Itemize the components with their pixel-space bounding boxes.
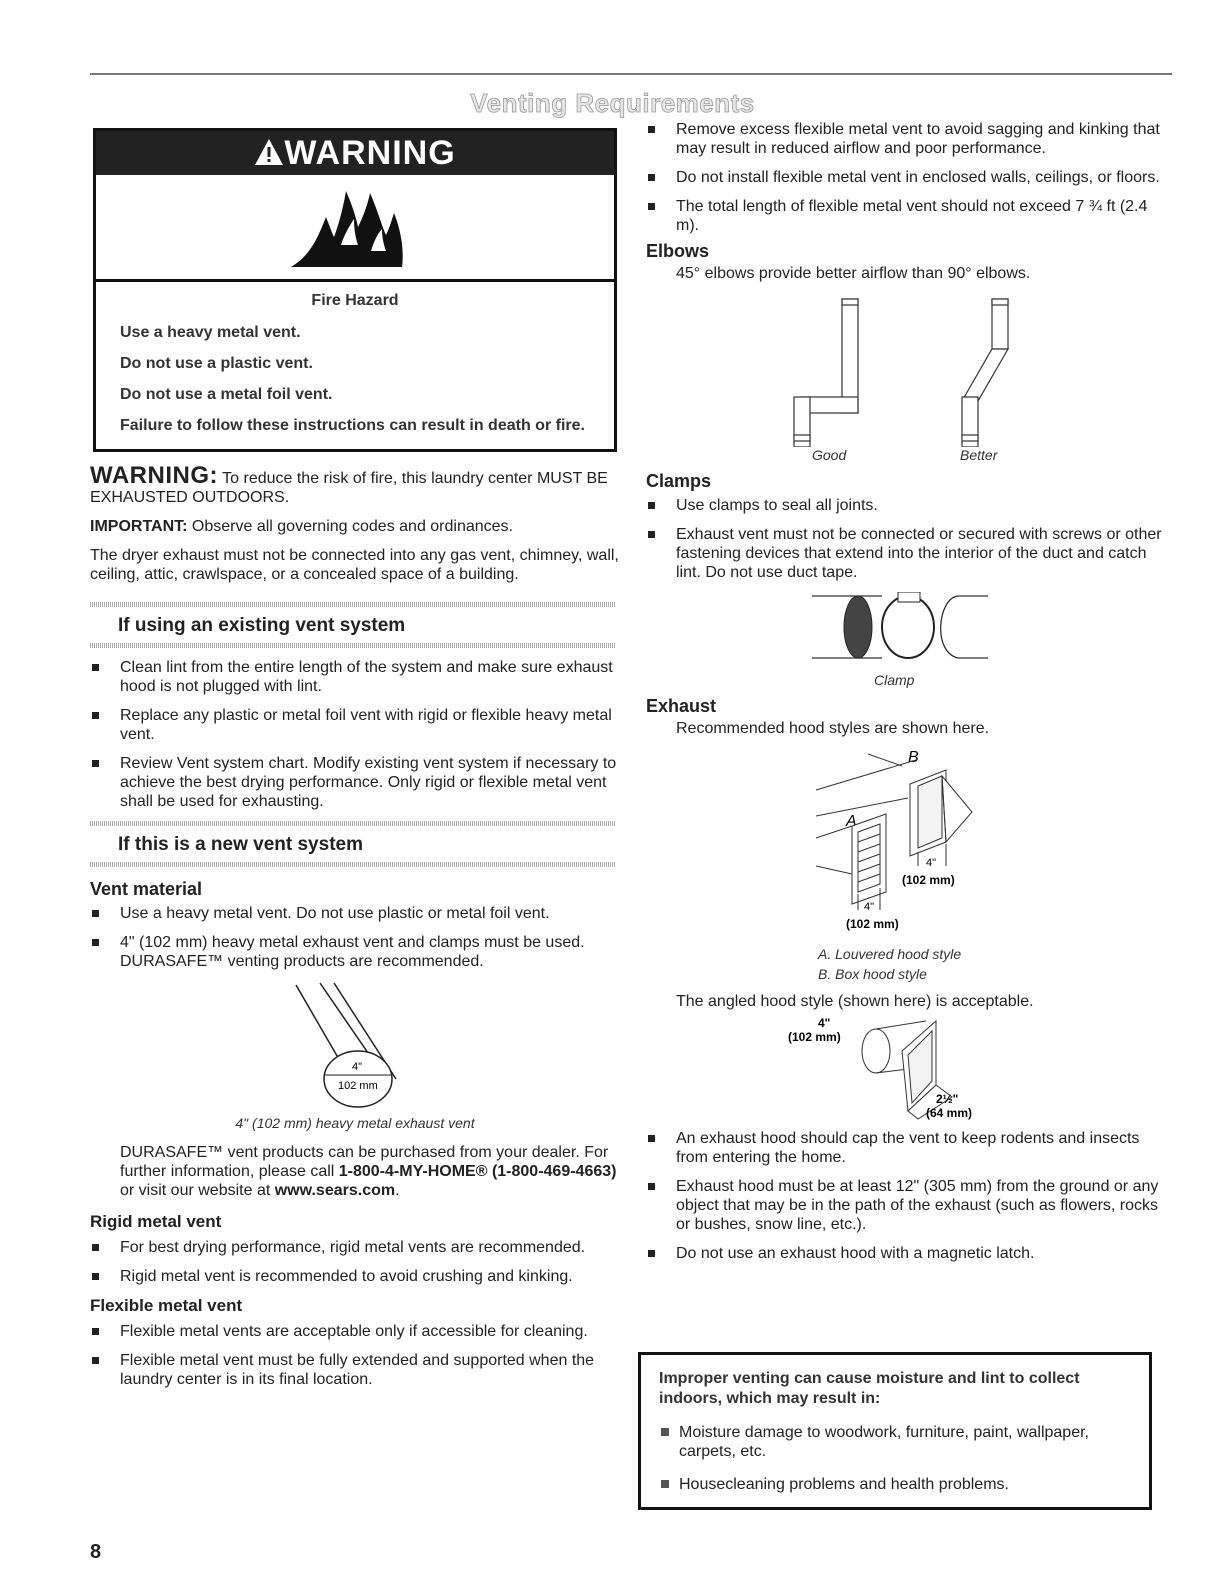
angled-dim2-mm: (64 mm) (926, 1106, 973, 1120)
list-item: The total length of flexible metal vent should not exceed 7 ¾ ft (2.4 m). (646, 197, 1172, 235)
elbows-captions (646, 447, 1172, 469)
list-item: Do not use an exhaust hood with a magnetic latch. (646, 1244, 1172, 1263)
better-caption: Better (960, 447, 998, 463)
elbow-90-icon (794, 299, 858, 447)
angled-dim2-in: 2½" (936, 1092, 959, 1106)
angled-dim-mm: (102 mm) (788, 1030, 841, 1044)
good-caption: Good (812, 447, 847, 463)
warning-text: To reduce the risk of fire, this laundry center MUST BE EXHAUSTED OUTDOORS. (90, 470, 608, 506)
elbows-heading: Elbows (646, 241, 710, 261)
note-heading: Improper venting can cause moisture and lint to collect indoors, which may result in: (659, 1370, 1080, 1407)
warning-header (96, 131, 614, 175)
list-item: Exhaust vent must not be connected or secured with screws or other fastening devices that extend into the interior of the duct and catch lint. Do not use duct tape. (646, 525, 1172, 582)
clamp-diagram (646, 592, 1172, 672)
durasafe-text: DURASAFE™ vent products can be purchased from your dealer. For further information, please call (120, 1144, 609, 1180)
note-item: Moisture damage to woodwork, furniture, paint, wallpaper, carpets, etc. (659, 1423, 1135, 1461)
existing-system-list (90, 658, 620, 811)
warning-line: Use a heavy metal vent. (120, 324, 301, 341)
existing-system-section (90, 602, 615, 648)
note-item: Housecleaning problems and health problems. (659, 1475, 1135, 1494)
list-item: Do not install flexible metal vent in enclosed walls, ceilings, or floors. (646, 168, 1172, 187)
hazard-type: Fire Hazard (311, 292, 399, 309)
durasafe-text: . (395, 1182, 400, 1199)
list-item: Rigid metal vent is recommended to avoid crushing and kinking. (90, 1267, 620, 1286)
list-item: Flexible metal vents are acceptable only if accessible for cleaning. (90, 1322, 620, 1341)
list-item: Clean lint from the entire length of the system and make sure exhaust hood is not plugged with lint. (90, 658, 620, 696)
important-text: Observe all governing codes and ordinances. (187, 518, 513, 535)
list-item: Remove excess flexible metal vent to avoid sagging and kinking that may result in reduced airflow and poor performance. (646, 120, 1172, 158)
elbows-text: 45° elbows provide better airflow than 90° elbows. (676, 265, 1031, 282)
label-a: A (846, 813, 857, 830)
list-item: Flexible metal vent must be fully extended and supported when the laundry center is in its final location. (90, 1351, 620, 1389)
phone-number[interactable]: 1-800-4-MY-HOME® (1-800-469-4663) (338, 1163, 617, 1180)
vent-dim-mm: 102 mm (338, 1080, 378, 1092)
section-title: If using an existing vent system (118, 615, 406, 636)
hood-styles-diagram (646, 740, 1172, 944)
louver-dim-in: 4" (864, 901, 875, 913)
exhaust-heading: Exhaust (646, 696, 717, 716)
top-rule (90, 73, 1172, 75)
angled-hood-diagram (646, 1011, 1172, 1123)
exhaust-text: Recommended hood styles are shown here. (676, 720, 990, 737)
warning-triangle-icon (254, 133, 284, 177)
right-column (646, 120, 1172, 1273)
page-number: 8 (90, 1541, 102, 1563)
left-column (90, 128, 620, 1399)
list-item: Use clamps to seal all joints. (646, 496, 1172, 515)
warning-line: Failure to follow these instructions can result in death or fire. (120, 417, 585, 434)
warning-lead: WARNING: (90, 462, 218, 489)
flex-vent-list (646, 120, 1172, 235)
list-item: Use a heavy metal vent. Do not use plastic or metal foil vent. (90, 904, 620, 923)
elbow-45-icon (962, 299, 1008, 447)
rigid-heading: Rigid metal vent (90, 1212, 222, 1231)
warning-line: Do not use a plastic vent. (120, 355, 313, 372)
vent-material-list (90, 904, 620, 971)
exhaust-list (646, 1129, 1172, 1263)
clamp-caption: Clamp (874, 672, 915, 688)
improper-venting-box (638, 1352, 1152, 1510)
list-item: An exhaust hood should cap the vent to keep rodents and insects from entering the home. (646, 1129, 1172, 1167)
list-item: Review Vent system chart. Modify existing vent system if necessary to achieve the best drying performance. Only rigid or flexible metal vent shall be used for exhausting. (90, 754, 620, 811)
vent-caption: 4" (102 mm) heavy metal exhaust vent (235, 1115, 475, 1131)
box-dim-in: 4" (926, 857, 937, 869)
rigid-list (90, 1238, 620, 1286)
louver-dim-mm: (102 mm) (846, 917, 899, 931)
warning-statement (90, 462, 620, 507)
new-system-section (90, 821, 615, 867)
list-item: 4" (102 mm) heavy metal exhaust vent and clamps must be used. DURASAFE™ venting products are recommended. (90, 933, 620, 971)
durasafe-text: or visit our website at (120, 1182, 275, 1199)
elbows-diagram (646, 297, 1172, 447)
list-item: Replace any plastic or metal foil vent with rigid or flexible heavy metal vent. (90, 706, 620, 744)
vent-dim-in: 4" (352, 1061, 363, 1073)
durasafe-paragraph (90, 1143, 620, 1200)
page-title: Venting Requirements (470, 88, 755, 118)
important-note (90, 517, 620, 536)
flexible-heading: Flexible metal vent (90, 1296, 243, 1315)
warning-line: Do not use a metal foil vent. (120, 386, 333, 403)
section-title: If this is a new vent system (118, 834, 363, 855)
angled-dim-in: 4" (818, 1016, 831, 1030)
warning-header-text: WARNING (284, 134, 456, 172)
website-link[interactable]: www.sears.com (274, 1182, 396, 1199)
angled-hood-text: The angled hood style (shown here) is acceptable. (676, 993, 1034, 1010)
label-b: B (908, 749, 919, 766)
vent-diagram (90, 981, 620, 1113)
list-item: For best drying performance, rigid metal vents are recommended. (90, 1238, 620, 1257)
hatch-divider (90, 643, 615, 648)
box-hood-icon (910, 770, 972, 856)
important-lead: IMPORTANT: (90, 518, 188, 535)
louvered-hood-icon (852, 814, 886, 904)
flexible-list (90, 1322, 620, 1389)
vent-material-heading: Vent material (90, 879, 203, 899)
clamps-heading: Clamps (646, 471, 712, 491)
hood-caption-a: A. Louvered hood style (818, 946, 962, 962)
clamps-list (646, 496, 1172, 582)
fire-hazard-icon (96, 175, 614, 282)
hood-caption-b: B. Box hood style (818, 966, 927, 982)
warning-body (96, 282, 614, 449)
box-dim-mm: (102 mm) (902, 873, 955, 887)
list-item: Exhaust hood must be at least 12" (305 mm) from the ground or any object that may be in the path of the exhaust (such as flowers, rocks or bushes, snow line, etc.). (646, 1177, 1172, 1234)
fire-warning-box (93, 128, 617, 452)
hatch-divider (90, 862, 615, 867)
exhaust-note: The dryer exhaust must not be connected into any gas vent, chimney, wall, ceiling, attic, crawlspace, or a concealed space of a building. (90, 547, 619, 583)
